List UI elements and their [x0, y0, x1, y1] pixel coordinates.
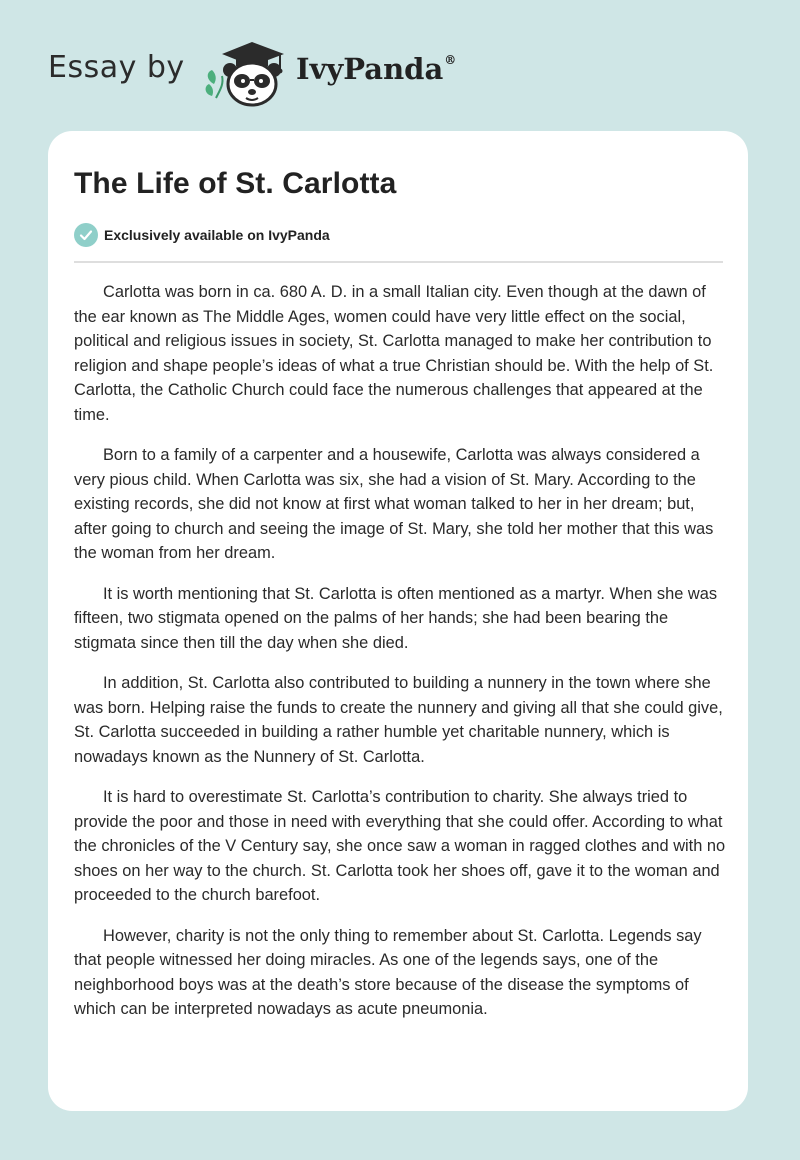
- paragraph: It is hard to overestimate St. Carlotta’s contribution to charity. She always tried to provide the poor and those in need with everything that she could offer. According to what the chronicles of the V Century say, she once saw a woman in ragged clothes and with no shoes on her way to the church. St. Carlotta took her shoes off, gave it to the woman and proceeded to the church barefoot.: [74, 788, 726, 904]
- essay-title: The Life of St. Carlotta: [74, 167, 397, 200]
- check-circle-icon: [74, 223, 98, 247]
- exclusive-badge: [74, 223, 330, 247]
- brand-text: IvyPanda: [296, 52, 444, 86]
- essay-by-label: Essay by: [48, 50, 185, 85]
- site-header: [0, 0, 800, 130]
- essay-card: [48, 131, 748, 1111]
- paragraph: However, charity is not the only thing to remember about St. Carlotta. Legends say that people witnessed her doing miracles. As one of the legends says, one of the neighborhood boys was at the death’s store because of the disease the symptoms of which can be interpreted nowadays as acute pneumonia.: [74, 926, 702, 1018]
- paragraph: It is worth mentioning that St. Carlotta is often mentioned as a martyr. When she was fifteen, two stigmata opened on the palms of her hands; she had been bearing the stigmata since then till the day when she died.: [74, 584, 718, 652]
- paragraph: In addition, St. Carlotta also contributed to building a nunnery in the town where she was born. Helping raise the funds to create the nunnery and giving all that she could give, St. Carlotta succeeded in building a rather humble yet charitable nunnery, which is nowadays known as the Nunnery of St. Carlotta.: [74, 674, 723, 766]
- panda-logo-icon[interactable]: [200, 36, 292, 108]
- title-divider: [74, 261, 723, 263]
- brand-name[interactable]: [296, 52, 456, 86]
- registered-mark: ®: [444, 53, 457, 68]
- exclusive-badge-text: Exclusively available on IvyPanda: [104, 227, 330, 243]
- paragraph: Born to a family of a carpenter and a housewife, Carlotta was always considered a very pious child. When Carlotta was six, she had a vision of St. Mary. According to the existing records, she did not know at first what woman talked to her in her dream; but, after going to church and seeing the image of St. Mary, she told her mother that this was the woman from her dream.: [74, 446, 714, 562]
- essay-body: [74, 280, 726, 1038]
- paragraph: Carlotta was born in ca. 680 A. D. in a small Italian city. Even though at the dawn of the ear known as The Middle Ages, women could have very little effect on the social, political and religious issues in society, St. Carlotta managed to make her contribution to religion and shape people’s ideas of what a true Christian should be. With the help of St. Carlotta, the Catholic Church could face the numerous challenges that appeared at the time.: [74, 283, 714, 424]
